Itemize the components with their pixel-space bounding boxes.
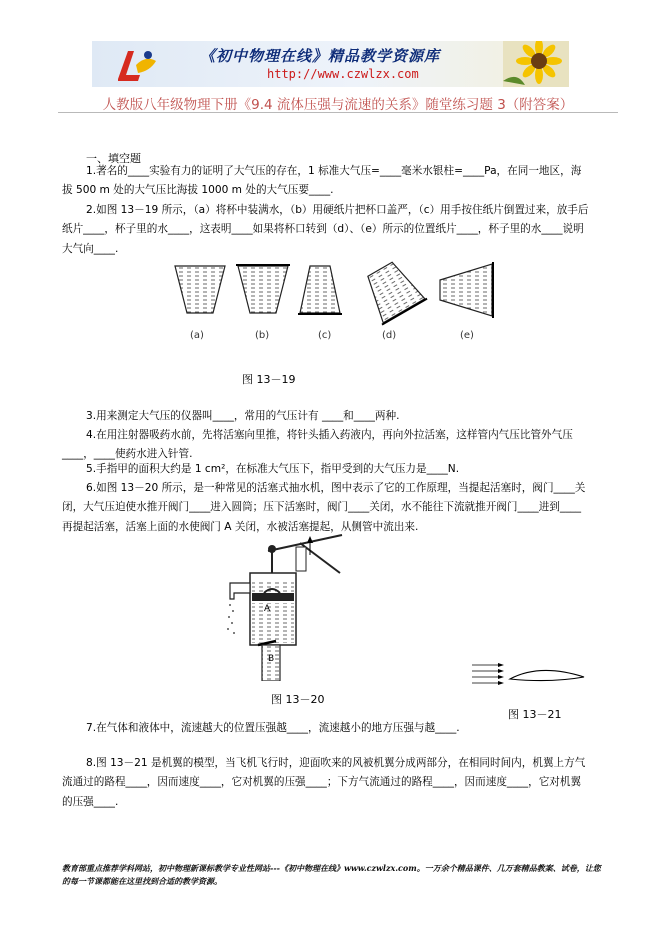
question-6: 6.如图 13－20 所示，是一种常见的活塞式抽水机，图中表示了它的工作原理，当提起活塞时，阀门____关闭，大气压迫使水推开阀门____进入圆筒；压下活塞时，阀门____关闭，水不能往下流就推开阀门____进到____再提起活塞，活塞上面的水使阀门 A 关闭，水被活塞提起，从侧管中流出来.	[62, 482, 586, 533]
cup-c	[300, 266, 340, 313]
figure-13-19	[170, 258, 510, 348]
figure-13-20-caption: 图 13－20	[271, 693, 325, 706]
question-7: 7.在气体和液体中，流速越大的位置压强越____，流速越小的地方压强与越____.	[86, 722, 460, 734]
question-3: 3.用来测定大气压的仪器叫____，常用的气压计有 ____和____两种.	[86, 410, 400, 422]
page-footer: 教育部重点推荐学科网站，初中物理新课标教学专业性网站---《初中物理在线》www.czwlzx.com。一万余个精品课件、几万套精品教案、试卷，让您的每一节课都能在这里找到合适的教学资源。	[62, 863, 601, 886]
valve-b-label: B	[268, 654, 275, 664]
cup-d	[357, 258, 427, 325]
question-1: 1.著名的____实验有力的证明了大气压的存在，1 标准大气压=____毫米水银柱=____Pa，在同一地区，海拔 500 m 处的大气压比海拔 1000 m 处的大气压要____.	[62, 165, 582, 197]
question-4: 4.在用注射器吸药水前，先将活塞向里推，将针头插入药液内，再向外拉活塞，这样管内气压比管外气压____，____使药水进入针管.	[62, 429, 573, 461]
site-logo-icon	[112, 45, 160, 85]
figure-13-21-wing	[470, 655, 590, 695]
valve-a-label: A	[264, 604, 271, 614]
cup-e	[440, 264, 492, 316]
title-divider	[58, 112, 618, 113]
fig-label-a: (a)	[190, 330, 204, 341]
cup-a	[175, 266, 225, 313]
sunflower-image	[503, 41, 569, 87]
question-8: 8.图 13－21 是机翼的模型，当飞机飞行时，迎面吹来的风被机翼分成两部分，在相同时间内，机翼上方气流通过的路程____，因而速度____，它对机翼的压强____；下方气流通过的路程____，因而速度____，它对机翼的压强____.	[62, 757, 586, 808]
figure-13-21-caption: 图 13－21	[508, 708, 562, 721]
question-2: 2.如图 13－19 所示，（a）将杯中装满水，（b）用硬纸片把杯口盖严，（c）用手按住纸片倒置过来，放手后纸片____，杯子里的水____，这表明____如果将杯口转到（d）、（e）所示的位置纸片____，杯子里的水____说明大气向____.	[62, 204, 589, 255]
banner-title: 《初中物理在线》精品教学资源库	[200, 47, 441, 65]
fig-label-e: (e)	[460, 330, 474, 341]
site-banner	[92, 41, 569, 87]
fig-label-c: (c)	[318, 330, 332, 341]
question-5: 5.手指甲的面积大约是 1 cm²，在标准大气压下，指甲受到的大气压力是____N.	[86, 463, 460, 475]
figure-13-19-caption: 图 13－19	[242, 373, 296, 386]
figure-13-20-pump	[210, 533, 350, 681]
fig-label-d: (d)	[382, 330, 397, 341]
fig-label-b: (b)	[255, 330, 270, 341]
section-heading: 一、填空题	[86, 152, 141, 165]
banner-url[interactable]: http://www.czwlzx.com	[267, 67, 419, 81]
cup-b	[238, 266, 288, 313]
document-title: 人教版八年级物理下册《9.4 流体压强与流速的关系》随堂练习题 3（附答案）	[102, 97, 574, 113]
